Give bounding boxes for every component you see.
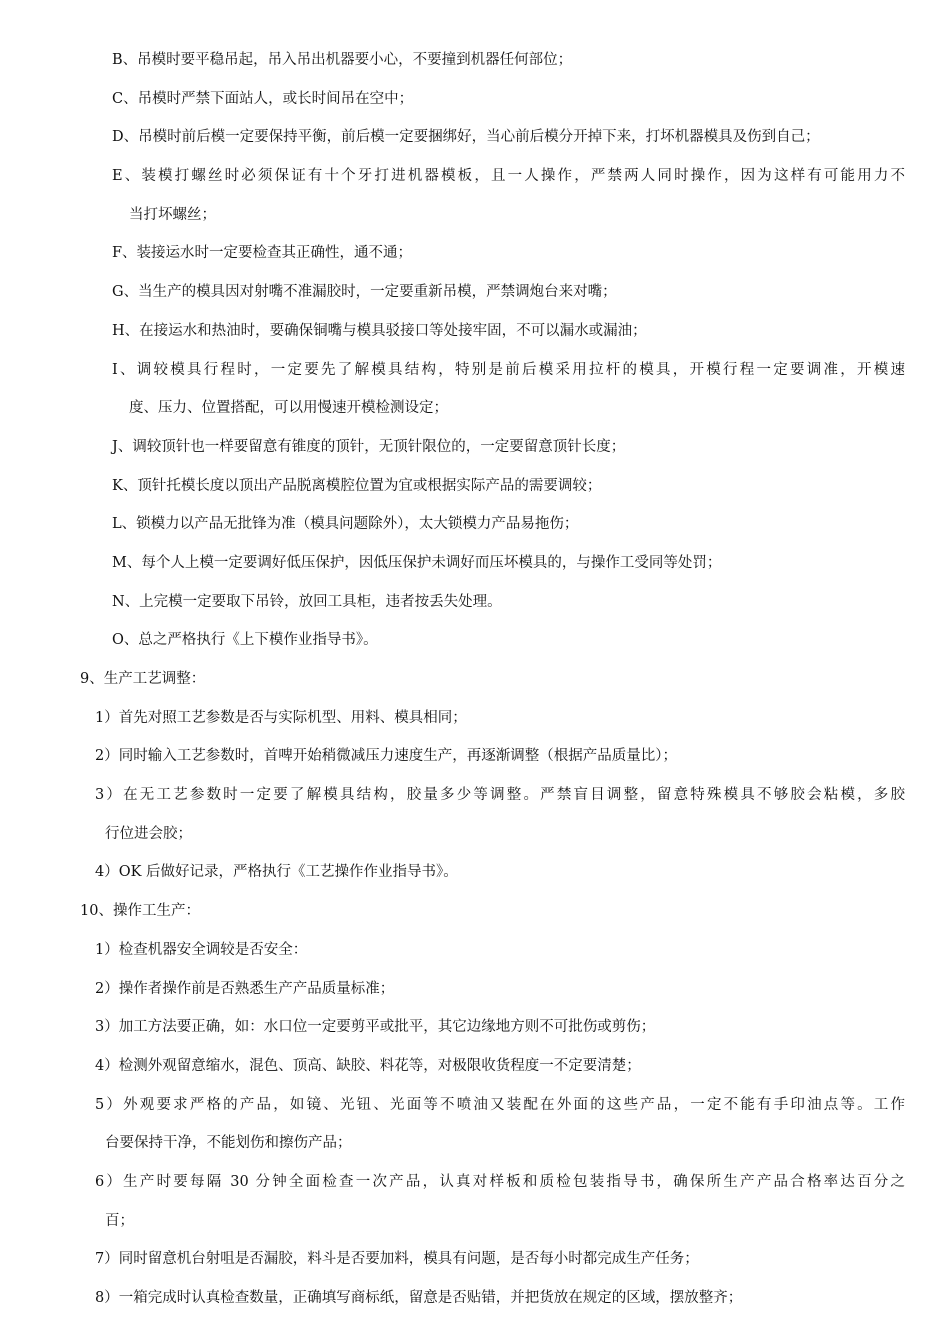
text-line: O、总之严格执行《上下模作业指导书》。 [112,632,378,649]
section-heading: 10、操作工生产： [80,903,200,920]
section-heading: 9、生产工艺调整： [80,671,206,687]
text-line: B、吊模时要平稳吊起，吊入吊出机器要小心，不要撞到机器任何部位； [112,52,573,68]
text-line: H、在接运水和热油时，要确保铜嘴与模具驳接口等处接牢固，不可以漏水或漏油； [112,322,647,339]
text-line: 3）加工方法要正确，如：水口位一定要剪平或批平，其它边缘地方则不可批伤或剪伤； [95,1019,656,1036]
text-line: 4）OK 后做好记录，严格执行《工艺操作作业指导书》。 [95,864,458,881]
text-line: K、顶针托模长度以顶出产品脱离模腔位置为宜或根据实际产品的需要调较； [112,477,602,494]
text-line: G、当生产的模具因对射嘴不准漏胶时，一定要重新吊模，严禁调炮台来对嘴； [112,284,617,301]
text-line: 1）首先对照工艺参数是否与实际机型、用料、模具相同； [95,709,467,726]
text-line: 当打坏螺丝； [129,206,216,223]
text-line: 1）检查机器安全调较是否安全： [95,941,308,958]
text-line: 4）检测外观留意缩水，混色、顶高、缺胶、料花等，对极限收货程度一不定要清楚； [95,1057,641,1074]
text-line: 台要保持干净，不能划伤和擦伤产品； [105,1135,352,1152]
text-line: 6）生产时要每隔 30 分钟全面检查一次产品，认真对样板和质检包装指导书，确保所生产产品合格率达百分之 [95,1173,905,1190]
text-line: I、调较模具行程时，一定要先了解模具结构，特别是前后模采用拉杆的模具，开模行程一定要调准，开模速 [112,361,905,378]
text-line: 行位进会胶； [105,825,192,842]
text-line: L、锁模力以产品无批锋为准（模具问题除外），太大锁模力产品易拖伤； [112,516,579,533]
text-line: E、装模打螺丝时必须保证有十个牙打进机器模板，且一人操作，严禁两人同时操作，因为这样有可能用力不 [112,168,905,185]
text-line: M、每个人上模一定要调好低压保护，因低压保护未调好而压坏模具的，与操作工受同等处罚； [112,554,722,571]
text-line: 3）在无工艺参数时一定要了解模具结构，胶量多少等调整。严禁盲目调整，留意特殊模具不够胶会粘模，多胶 [95,787,905,804]
text-line: 7）同时留意机台射咀是否漏胶，料斗是否要加料，模具有问题，是否每小时都完成生产任务； [95,1251,699,1268]
text-line: 5）外观要求严格的产品，如镜、光钮、光面等不喷油又装配在外面的这些产品，一定不能有手印油点等。工作 [95,1096,905,1113]
text-line: 8）一箱完成时认真检查数量，正确填写商标纸，留意是否贴错，并把货放在规定的区域，摆放整齐； [95,1290,743,1306]
text-line: 2）同时输入工艺参数时，首啤开始稍微减压力速度生产，再逐渐调整（根据产品质量比）； [95,748,677,765]
text-line: F、装接运水时一定要检查其正确性，通不通； [112,245,413,262]
text-line: N、上完模一定要取下吊铃，放回工具柜，违者按丢失处理。 [112,593,502,610]
text-line: 百； [105,1212,134,1229]
text-line: C、吊模时严禁下面站人，或长时间吊在空中； [112,90,414,107]
text-line: 2）操作者操作前是否熟悉生产产品质量标准； [95,980,395,997]
text-line: J、调较顶针也一样要留意有锥度的顶针，无顶针限位的，一定要留意顶针长度； [112,438,626,455]
text-line: D、吊模时前后模一定要保持平衡，前后模一定要捆绑好，当心前后模分开掉下来，打坏机器模具及伤到自己； [112,129,820,146]
text-line: 度、压力、位置搭配，可以用慢速开模检测设定； [129,400,448,417]
